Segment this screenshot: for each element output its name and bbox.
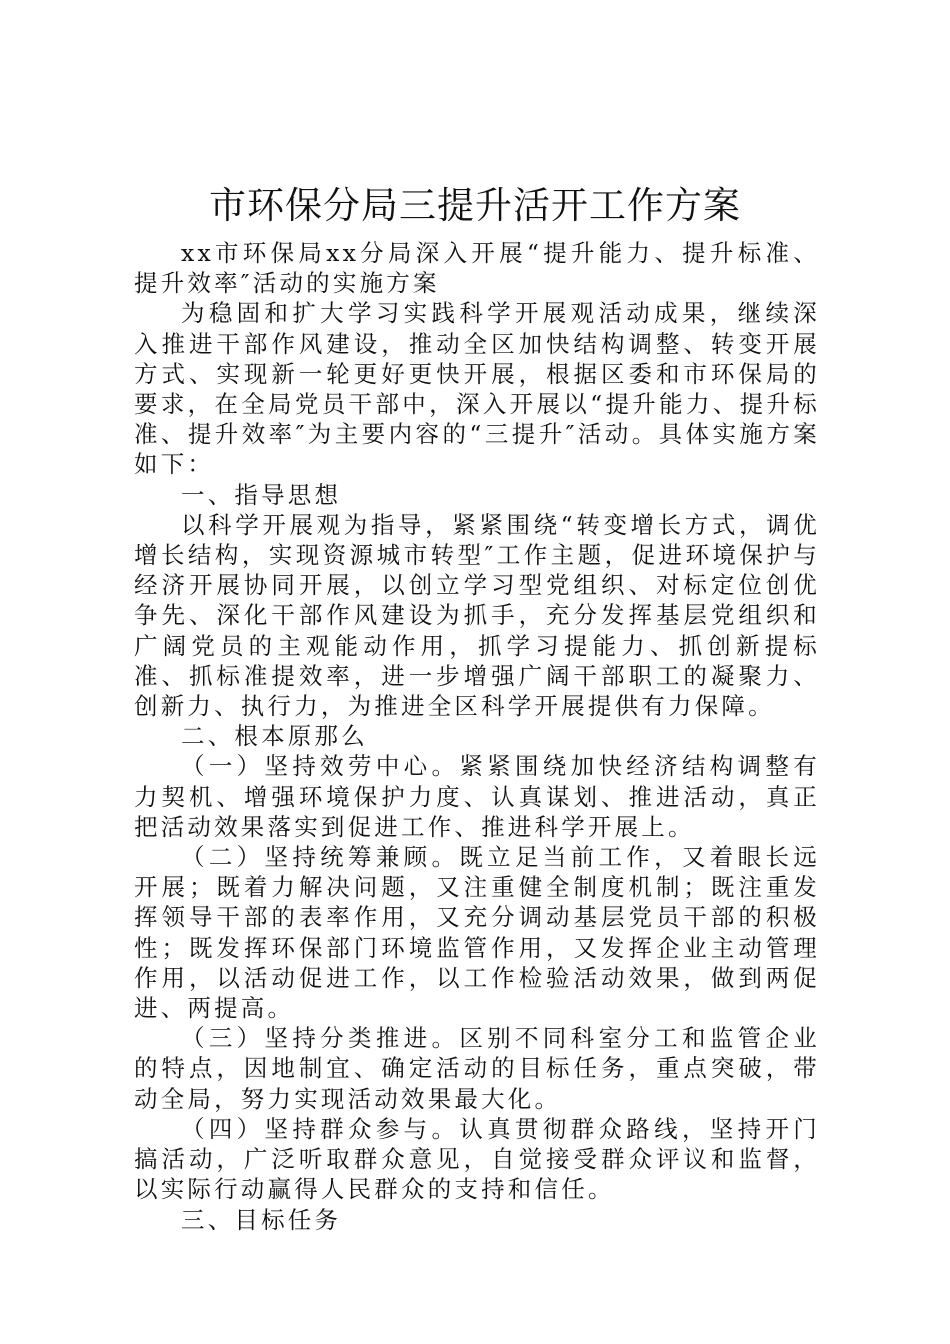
intro-paragraph: 为稳固和扩大学习实践科学开展观活动成果，继续深入推进干部作风建设，推动全区加快结构调整、转变开展方式、实现新一轮更好更快开展，根据区委和市环保局的要求，在全局党员干部中，深入开展以“提升能力、提升标准、提升效率″为主要内容的“三提升″活动。具体实施方案如下： (134, 299, 820, 479)
principle-paragraph-1: （一）坚持效劳中心。紧紧围绕加快经济结构调整有力契机、增强环境保护力度、认真谋划、推进活动，真正把活动效果落实到促进工作、推进科学开展上。 (134, 752, 820, 841)
subtitle-paragraph: xx市环保局xx分局深入开展“提升能力、提升标准、提升效率″活动的实施方案 (134, 239, 820, 298)
section-heading-principles: 二、根本原那么 (181, 722, 368, 751)
document-title: 市环保分局三提升活开工作方案 (209, 184, 741, 227)
section-heading-guiding-thought: 一、指导思想 (181, 480, 342, 509)
principle-paragraph-4: （四）坚持群众参与。认真贯彻群众路线，坚持开门搞活动，广泛听取群众意见，自觉接受群众评议和监督，以实际行动赢得人民群众的支持和信任。 (134, 1114, 820, 1204)
principle-paragraph-2: （二）坚持统筹兼顾。既立足当前工作，又着眼长远开展；既着力解决问题，又注重健全制度机制；既注重发挥领导干部的表率作用，又充分调动基层党员干部的积极性；既发挥环保部门环境监管作用，又发挥企业主动管理作用，以活动促进工作，以工作检验活动效果，做到两促进、两提高。 (134, 843, 820, 1023)
principle-paragraph-3: （三）坚持分类推进。区别不同科室分工和监管企业的特点，因地制宜、确定活动的目标任务，重点突破，带动全局，努力实现活动效果最大化。 (134, 1024, 820, 1113)
guiding-thought-paragraph: 以科学开展观为指导，紧紧围绕“转变增长方式，调优增长结构，实现资源城市转型″工作主题，促进环境保护与经济开展协同开展，以创立学习型党组织、对标定位创优争先、深化干部作风建设为抓手，充分发挥基层党组织和广阔党员的主观能动作用，抓学习提能力、抓创新提标准、抓标准提效率，进一步增强广阔干部职工的凝聚力、创新力、执行力，为推进全区科学开展提供有力保障。 (134, 510, 820, 721)
document-body (134, 238, 820, 1235)
section-heading-goals: 三、目标任务 (181, 1205, 342, 1234)
